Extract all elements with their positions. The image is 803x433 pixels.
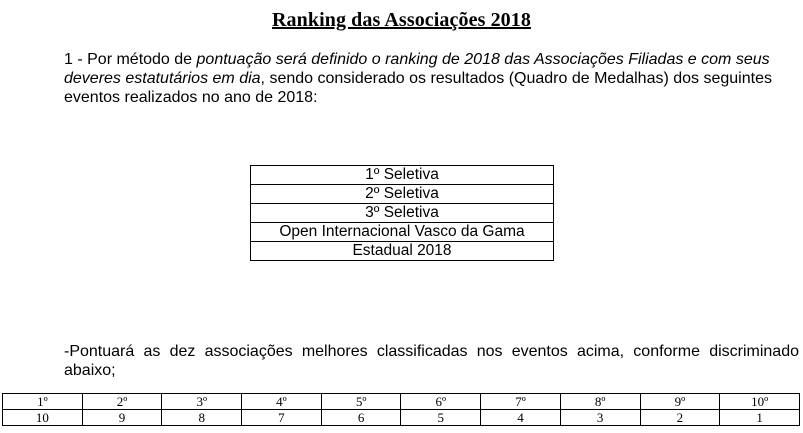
note-line-2: abaixo; [64,362,116,379]
intro-italic: pontuação será definido o ranking de 2018 das Associações Filiadas e com seus deveres estatutários em dia [64,51,770,87]
points-cell: 7 [242,410,322,426]
event-cell: Estadual 2018 [251,242,554,261]
intro-paragraph [64,50,799,107]
position-cell: 6º [401,394,481,410]
points-cell: 10 [3,410,83,426]
intro-prefix: 1 - Por método de [64,51,197,68]
position-cell: 4º [242,394,322,410]
points-cell: 9 [82,410,162,426]
event-cell: 1º Seletiva [251,166,554,185]
position-cell: 5º [321,394,401,410]
page-title: Ranking das Associações 2018 [272,9,531,31]
event-cell: 2º Seletiva [251,185,554,204]
table-row [251,185,554,204]
points-cell: 4 [481,410,561,426]
position-cell: 2º [82,394,162,410]
points-cell: 1 [720,410,800,426]
points-cell: 6 [321,410,401,426]
points-cell: 5 [401,410,481,426]
table-row [251,223,554,242]
events-table [250,165,554,261]
table-row [251,204,554,223]
intro-suffix: , sendo considerado os resultados (Quadro de Medalhas) dos seguintes eventos realizados no ano de 2018: [64,70,772,106]
table-row [251,166,554,185]
positions-row [3,394,800,410]
event-cell: 3º Seletiva [251,204,554,223]
points-row [3,410,800,426]
points-cell: 8 [162,410,242,426]
position-cell: 9º [640,394,720,410]
position-cell: 7º [481,394,561,410]
position-cell: 10º [720,394,800,410]
table-row [251,242,554,261]
scoring-note [64,342,799,380]
points-table [2,393,800,426]
points-cell: 3 [560,410,640,426]
note-line-1: -Pontuará as dez associações melhores classificadas nos eventos acima, conforme discriminado [64,343,799,360]
points-cell: 2 [640,410,720,426]
event-cell: Open Internacional Vasco da Gama [251,223,554,242]
position-cell: 1º [3,394,83,410]
position-cell: 8º [560,394,640,410]
position-cell: 3º [162,394,242,410]
